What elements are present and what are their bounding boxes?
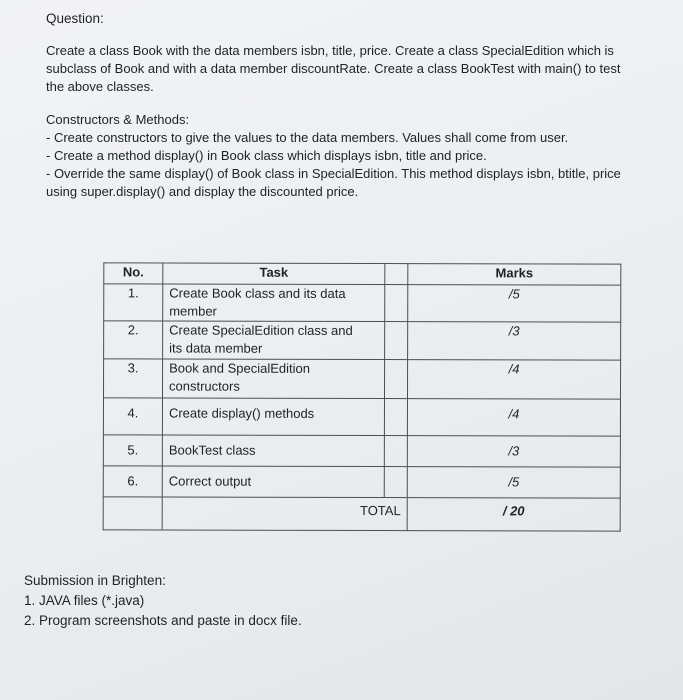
- requirement-line: - Create a method display() in Book class which displays isbn, title and price.: [46, 148, 487, 163]
- marking-table: [103, 262, 622, 531]
- table-header-row: [104, 263, 621, 285]
- row-task: Create SpecialEdition class and its data member: [163, 321, 385, 360]
- row-marks: /5: [407, 467, 620, 499]
- row-marks: /3: [408, 322, 621, 361]
- intro-line: subclass of Book and with a data member discountRate. Create a class BookTest with main() to test: [46, 61, 621, 76]
- row-no: 1.: [104, 284, 163, 321]
- row-marks: /5: [408, 285, 621, 323]
- header-marks: Marks: [408, 264, 621, 286]
- table-row: [103, 359, 620, 399]
- submission-item: 1. JAVA files (*.java): [24, 593, 145, 608]
- row-no: 5.: [103, 435, 162, 466]
- submission-heading: Submission in Brighten:: [24, 573, 166, 588]
- row-no: 2.: [104, 321, 163, 359]
- intro-line: the above classes.: [46, 79, 154, 94]
- row-task: Create display() methods: [162, 398, 384, 436]
- row-marks: /4: [407, 360, 620, 400]
- total-marks: / 20: [407, 498, 620, 532]
- question-intro: [46, 42, 620, 96]
- table-row: [103, 398, 620, 436]
- requirement-line: using super.display() and display the discounted price.: [46, 184, 359, 199]
- constructors-methods-heading: Constructors & Methods:: [46, 112, 190, 127]
- table-total-row: [103, 497, 620, 531]
- row-no: 3.: [103, 359, 162, 398]
- total-label: TOTAL: [162, 497, 407, 531]
- row-marks: /4: [407, 399, 620, 437]
- row-marks: /3: [407, 436, 620, 468]
- table-row: [103, 435, 620, 467]
- row-task: Correct output: [162, 466, 384, 498]
- table-row: [104, 284, 621, 322]
- row-task: Book and SpecialEdition constructors: [162, 359, 384, 399]
- row-task: BookTest class: [162, 435, 384, 467]
- row-task: Create Book class and its data member: [163, 284, 385, 322]
- table-row: [103, 466, 620, 498]
- submission-item: 2. Program screenshots and paste in docx file.: [24, 613, 302, 628]
- header-blank: [385, 264, 408, 285]
- requirement-line: - Override the same display() of Book class in SpecialEdition. This method displays isbn, btitle, price: [46, 166, 621, 181]
- submission-section: [24, 571, 302, 631]
- requirement-line: - Create constructors to give the values to the data members. Values shall come from user.: [46, 130, 569, 145]
- constructors-methods-section: [46, 111, 621, 201]
- intro-line: Create a class Book with the data members isbn, title, price. Create a class SpecialEdition which is: [46, 43, 614, 58]
- table-row: [104, 321, 621, 360]
- row-no: 4.: [103, 398, 162, 435]
- question-label: Question:: [46, 11, 104, 26]
- header-no: No.: [104, 263, 163, 284]
- row-no: 6.: [103, 466, 162, 497]
- header-task: Task: [163, 263, 385, 285]
